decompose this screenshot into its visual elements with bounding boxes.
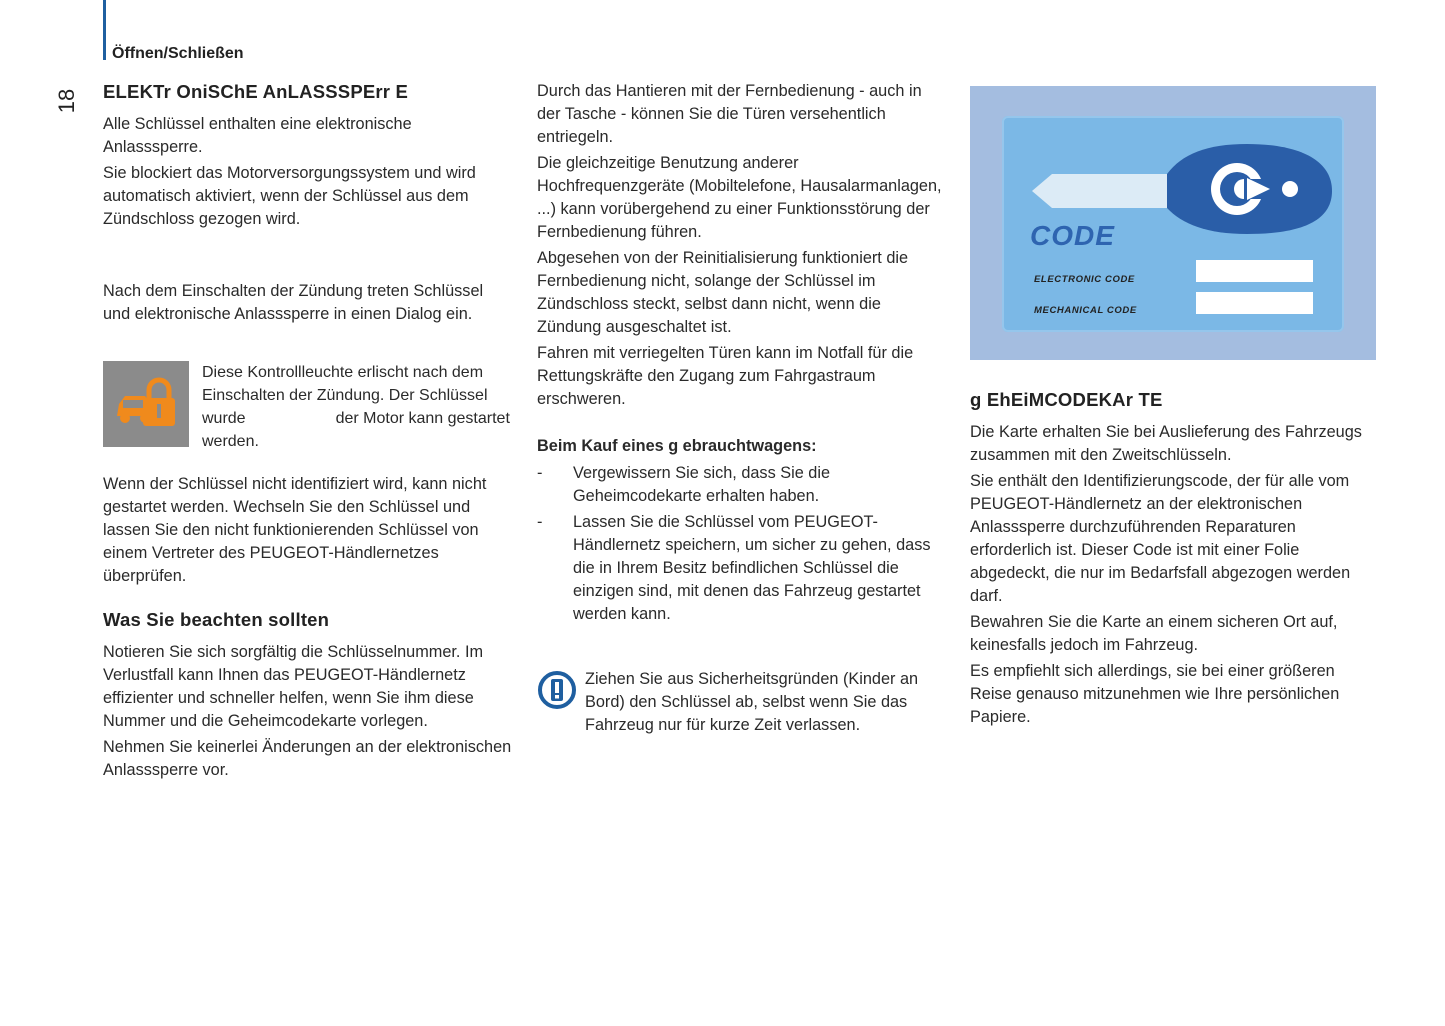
mechanical-code-label: MECHANICAL CODE (1034, 305, 1137, 316)
list-item: - Vergewissern Sie sich, dass Sie die Geheimcodekarte erhalten haben. (537, 462, 947, 508)
warning-lamp-block (103, 361, 513, 453)
exclamation-icon (537, 670, 577, 710)
warning-text-part-2: der Motor kann gestartet werden. (202, 410, 510, 450)
paragraph: Sie enthält den Identifizierungscode, der für alle vom PEUGEOT-Händlernetz an der elektronischen Anlasssperre durchzuführenden Reparaturen erforderlich ist. Dieser Code ist mit einer Folie abgedeckt, die nur im Bedarfsfall abgezogen werden darf. (970, 472, 1351, 605)
column-3 (970, 80, 1380, 732)
paragraph: Nehmen Sie keinerlei Änderungen an der elektronischen Anlasssperre vor. (103, 738, 512, 779)
page-number: 18 (54, 88, 79, 114)
code-card-image (970, 86, 1376, 360)
column-1 (103, 80, 513, 785)
list-item: - Lassen Sie die Schlüssel vom PEUGEOT-Händlernetz speichern, um sicher zu gehen, dass die in Ihrem Besitz befindlichen Schlüssel die einzigen sind, mit denen das Fahrzeug gestartet werden kann. (537, 511, 947, 626)
code-card (1002, 116, 1344, 332)
paragraph: Es empfiehlt sich allerdings, sie bei einer größeren Reise genauso mitzunehmen wie Ihre persönlichen Papiere. (970, 662, 1340, 726)
safety-note-text: Ziehen Sie aus Sicherheitsgründen (Kinder an Bord) den Schlüssel ab, selbst wenn Sie das Fahrzeug nur für kurze Zeit verlassen. (585, 670, 919, 734)
paragraph: Bewahren Sie die Karte an einem sicheren Ort auf, keinesfalls jedoch im Fahrzeug. (970, 613, 1338, 654)
paragraph: Fahren mit verriegelten Türen kann im Notfall für die Rettungskräfte den Zugang zum Fahrgastraum erschweren. (537, 344, 914, 408)
paragraph: Alle Schlüssel enthalten eine elektronische Anlasssperre. (103, 115, 412, 156)
paragraph: Nach dem Einschalten der Zündung treten Schlüssel und elektronische Anlasssperre in einen Dialog ein. (103, 282, 484, 323)
section-label: Öffnen/Schließen (112, 45, 244, 62)
immobiliser-warning-lamp-icon (103, 361, 189, 447)
mechanical-code-box (1196, 292, 1313, 314)
used-car-list (537, 462, 947, 626)
card-code-label: CODE (1030, 220, 1115, 251)
paragraph: Durch das Hantieren mit der Fernbedienung - auch in der Tasche - können Sie die Türen versehentlich entriegeln. (537, 82, 922, 146)
code-card-title: g EhEiMCODEKAr TE (970, 389, 1163, 410)
electronic-code-label: ELECTRONIC CODE (1034, 274, 1135, 285)
safety-note (537, 668, 947, 737)
notes-subtitle: Was Sie beachten sollten (103, 609, 330, 630)
paragraph: Abgesehen von der Reinitialisierung funktioniert die Fernbedienung nicht, solange der Schlüssel im Zündschloss steckt, selbst dann nicht, wenn die Zündung ausgeschaltet ist. (537, 249, 909, 336)
paragraph: Notieren Sie sich sorgfältig die Schlüsselnummer. Im Verlustfall kann Ihnen das PEUGEOT-Händlernetz effizienter und schneller helfen, wenn Sie ihm diese Nummer und die Geheimcodekarte vorlegen. (103, 643, 484, 730)
paragraph: Sie blockiert das Motorversorgungssystem und wird automatisch aktiviert, wenn der Schlüssel aus dem Zündschloss gezogen wird. (103, 164, 476, 228)
warning-text-part-1: Diese Kontrollleuchte erlischt nach dem Einschalten der Zündung. Der Schlüssel wurde (202, 364, 488, 427)
immobiliser-title: ELEKTr OniSChE AnLASSSPErr E (103, 81, 409, 102)
used-car-heading: Beim Kauf eines g ebrauchtwagens: (537, 437, 817, 455)
header-accent-bar (103, 0, 106, 60)
paragraph: Wenn der Schlüssel nicht identifiziert wird, kann nicht gestartet werden. Wechseln Sie den Schlüssel und lassen Sie den nicht funktionierenden Schlüssel von einem Vertreter des PEUGEOT-Händlernetzes überprüfen. (103, 475, 487, 585)
paragraph: Die Karte erhalten Sie bei Auslieferung des Fahrzeugs zusammen mit den Zweitschlüsseln. (970, 423, 1362, 464)
paragraph: Die gleichzeitige Benutzung anderer Hochfrequenzgeräte (Mobiltelefone, Hausalarmanlagen, ...) kann vorübergehend zu einer Funktionsstörung der Fernbedienung führen. (537, 154, 942, 241)
electronic-code-box (1196, 260, 1313, 282)
column-2 (537, 80, 947, 737)
